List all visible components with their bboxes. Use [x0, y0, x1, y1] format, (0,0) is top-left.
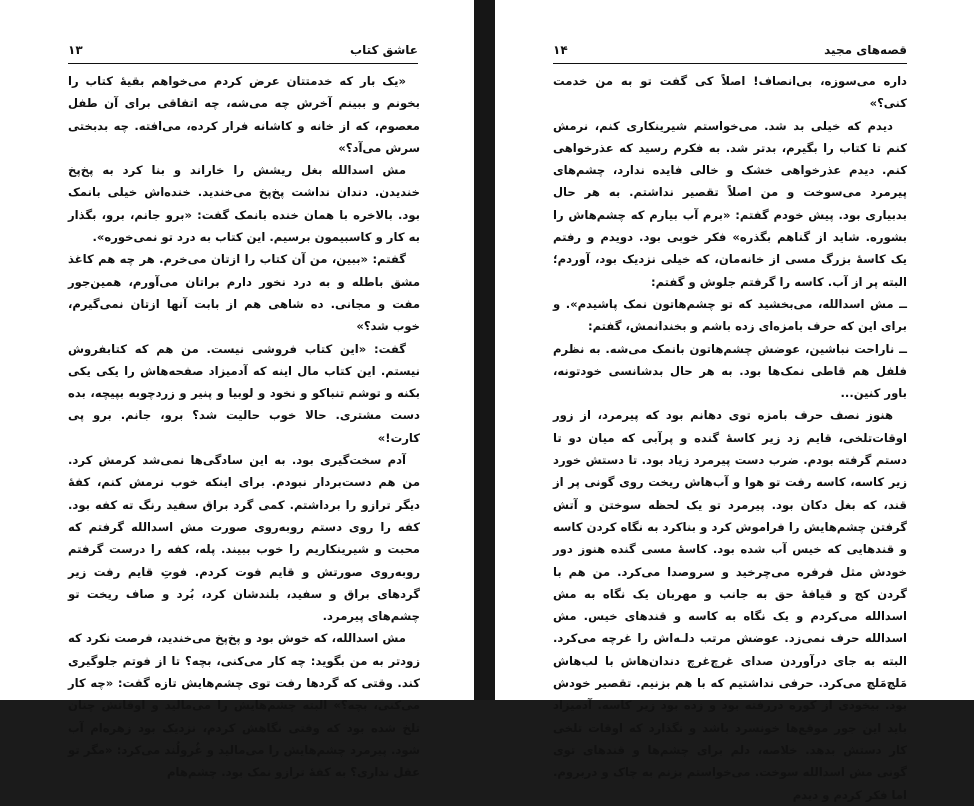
left-header-rule	[68, 63, 418, 64]
right-paragraph: هنوز نصف حرف بامزه توی دهانم بود که پیرمرد، از زور اوقات‌تلخی، قایم زد زیر کاسهٔ گنده و پرآبی که میان دو تا دستم گرفته بودم. ضرب دست پیرمرد زیاد بود. تا دستش خورد زیر کاسه، کاسه رفت تو هوا و آب‌هاش ریخت روی گونی پر از قند، که بغل دکان بود. پیرمرد تو یک لحظه سوختن و آتش گرفتن چشم‌هایش را فراموش کرد و بناکرد به نگاه کردن کاسه و قندهایی که خیس آب شده بود. کاسهٔ مسی گنده هنوز دور خودش مثل فرفره می‌چرخید و سروصدا می‌کرد. من هم با گردن کج و قیافهٔ حق به جانب و مهربان یک نگاه به مش اسدالله می‌کردم و یک نگاه به کاسه و قندهای خیس. مش اسدالله حرف نمی‌زد. عوضش مرتب دلـه‌اش را غرچه می‌کرد. البته به جای درآوردن صدای غرچ‌غرچ دندان‌هاش با لب‌هاش مَلچ‌مَلچ می‌کرد. حرفی نداشتیم که با هم بزنیم. تقصیر خودش بود. بیخودی از کوره دررفته بود و زده بود زیر کاسه. آدمیزاد باید این جور موقع‌ها خونسرد باشد و نگذارد که اوقات تلخی کار دستش بدهد. خلاصه، دلم برای چشم‌ها و قندهای توی گونی مش اسدالله سوخت. می‌خواستم بزنم به چاک و دربروم. اما فکر کردم و دیدم	[553, 408, 907, 802]
left-paragraph: مش اسدالله، که خوش بود و پخ‌پخ می‌خندید، فرصت نکرد که زودتر به من بگوید: چه کار می‌کنی، بچه؟ تا از فوتم جلوگیری کند. وقتی که گردها رفت توی چشم‌هایش تازه گفت: «چه کار می‌کنی، بچه؟» البته چشم‌هایش را می‌مالید و اوقاتش چنان تلخ شده بود که وقتی نگاهش کردم، نزدیک بود زهره‌ام آب شود. پیرمرد چشم‌هایش را می‌مالید و غُرولُند می‌کرد: «مگر تو عقل نداری؟ به کفهٔ ترازو نمک بود. چشم‌هام	[68, 631, 420, 780]
left-paragraph: «یک بار که خدمتتان عرض کردم می‌خواهم بقیهٔ کتاب را بخونم و ببینم آخرش چه می‌شه، چه اتفاقی برای آن طفل معصوم، که از خانه و کاشانه فرار کرده، می‌افته. چه بدبختی سرش می‌آد؟»	[68, 74, 420, 155]
left-page-body	[68, 70, 420, 784]
right-page-body	[553, 70, 907, 806]
left-paragraph: گفتم: «ببین، من آن کتاب را ازتان می‌خرم. هر چه هم کاغذ مشق باطله و به درد نخور دارم براتان می‌آورم، همین‌جور مفت و مجانی. ده شاهی هم از بابت آنها ازتان نمی‌گیرم، خوب شد؟»	[68, 252, 420, 334]
left-page-header	[68, 43, 418, 63]
right-page-running-title: قصه‌های مجید	[824, 43, 907, 57]
right-header-rule	[553, 63, 907, 64]
left-paragraph: مش اسدالله بغل ریشش را خاراند و بنا کرد به پخ‌پخ خندیدن. دندان نداشت پخ‌پخ می‌خندید. خنده‌اش خیلی بانمک بود. بالاخره با همان خنده بانمک گفت: «برو جانم، برو، بگذار به کار و کاسبیمون برسیم. این کتاب به درد تو نمی‌خوره».	[68, 163, 420, 245]
right-page-header	[553, 43, 907, 63]
right-paragraph: ــ مش اسدالله، می‌بخشید که تو چشم‌هاتون نمک پاشیدم». و برای این که حرف بامزه‌ای زده باشم و بخندانمش، گفتم:	[553, 296, 907, 334]
right-page-number: ۱۴	[553, 43, 568, 57]
left-paragraph: گفت: «این کتاب فروشی نیست. من هم که کتابفروش نیستم. این کتاب مال اینه که آدمیزاد صفحه‌هاش را یکی یکی بکنه و توشم تنباکو و نخود و لوبیا و پنیر و زردچوبه بپیچه، بده دست مشتری. حالا خوب حالیت شد؟ برو، جانم. برو پی کارت!»	[68, 341, 420, 445]
right-paragraph: ــ ناراحت نباشین، عوضش چشم‌هاتون بانمک می‌شه. به نظرم فلفل هم قاطی نمک‌ها بود. به هر حال بدشانسی خودتونه، باور کنین...	[553, 341, 907, 401]
left-page-number: ۱۳	[68, 43, 83, 57]
left-page-running-title: عاشق کتاب	[350, 43, 418, 57]
left-paragraph: آدم سخت‌گیری بود. به این سادگی‌ها نمی‌شد کرمش کرد. من هم دست‌بردار نبودم. برای اینکه خوب نرمش کنم، کفهٔ دیگر ترازو را برداشتم. کمی گرد براق سفید رنگ ته کفه بود. کفه را روی دستم روبه‌روی صورت مش اسدالله گرفتم که محبت و شیرینکاریم را خوب ببیند. پله، کفه را درست گرفتم روبه‌روی صورتش و قایم فوت کردم. فوتِ قایم رفت زیر گردهای براق و سفید، بلندشان کرد، بُرد و صاف ریخت تو چشم‌های پیرمرد.	[68, 453, 420, 624]
right-paragraph: دیدم که خیلی بد شد. می‌خواستم شیرینکاری کنم، نرمش کنم تا کتاب را بگیرم، بدتر شد. به فکرم رسید که عذرخواهی کنم. دیدم عذرخواهی خشک و خالی فایده ندارد، چشم‌های پیرمرد می‌سوخت و من اصلاً تقصیر نداشتم. به هر حال بدبیاری بود. پیش خودم گفتم: «برم آب بیارم که چشم‌هاش را بشوره. شاید از گناهم بگذره» فکر خوبی بود. دویدم و رفتم یک کاسهٔ بزرگ مسی از خانه‌مان، که خیلی نزدیک بود، آوردم؛ البته پر از آب. کاسه را گرفتم جلوش و گفتم:	[553, 118, 907, 289]
right-page	[495, 0, 974, 802]
right-paragraph: داره می‌سوزه، بی‌انصاف! اصلاً کی گفت تو به من خدمت کنی؟»	[553, 74, 907, 111]
left-page	[0, 0, 474, 780]
book-spine-gap	[474, 0, 495, 700]
